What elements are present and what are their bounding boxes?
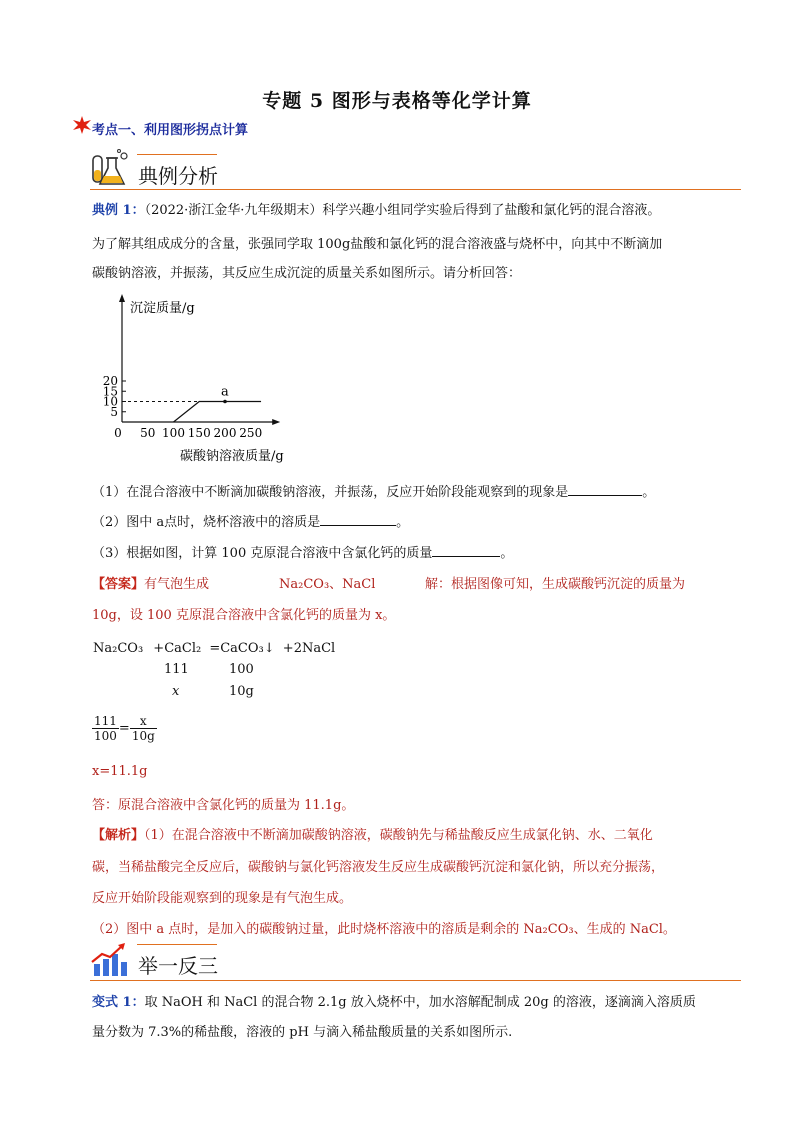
lab-flask-icon xyxy=(90,148,132,188)
kaodian-heading: 考点一、利用图形拐点计算 xyxy=(92,123,249,138)
answer-line-1 xyxy=(92,573,209,592)
x-tick-label: 250 xyxy=(239,426,263,440)
analysis-line-3: 反应开始阶段能观察到的现象是有气泡生成。 xyxy=(92,891,353,906)
x-tick-label: 0 xyxy=(114,426,122,440)
equation-row-3b: 10g xyxy=(229,684,254,699)
equation-row-3a: x xyxy=(172,684,180,699)
analysis-line-4: （2）图中 a 点时，是加入的碳酸钠过量，此时烧杯溶液中的溶质是剩余的 Na₂CO₃、生成的 NaCl。 xyxy=(92,922,676,937)
example-line-3: 碳酸钠溶液，并振荡，其反应生成沉淀的质量关系如图所示。请分析回答： xyxy=(92,266,522,281)
section-underline-2 xyxy=(90,980,741,981)
variant-line-1: 变式 1：取 NaOH 和 NaCl 的混合物 2.1g 放入烧杯中，加水溶解配制成 20g 的溶液，逐滴滴入溶质质 xyxy=(92,995,696,1010)
x-axis-label: 碳酸钠溶液质量/g xyxy=(180,449,284,464)
x-tick-label: 150 xyxy=(187,426,211,440)
answer-2: Na₂CO₃、NaCl xyxy=(279,577,376,592)
y-tick-label: 10 xyxy=(102,394,118,409)
y-axis-label: 沉淀质量/g xyxy=(130,301,195,316)
y-tick-label: 20 xyxy=(102,374,118,388)
section-title-2: 举一反三 xyxy=(138,954,218,978)
conclusion: 答：原混合溶液中含氯化钙的质量为 11.1g。 xyxy=(92,798,355,813)
point-a-label: a xyxy=(221,384,229,400)
x-axis-arrow xyxy=(272,419,280,425)
precipitate-chart xyxy=(100,292,310,472)
analysis-line-1: 【解析】（1）在混合溶液中不断滴加碳酸钠溶液，碳酸钠先与稀盐酸反应生成氯化钠、水、二氧化 xyxy=(92,828,653,843)
answer-label: 【答案】 xyxy=(92,577,145,592)
page-title: 专题 5 图形与表格等化学计算 xyxy=(262,90,532,112)
question-3: （3）根据如图，计算 100 克原混合溶液中含氯化钙的质量 。 xyxy=(92,546,514,561)
example-line-2: 为了解其组成成分的含量，张强同学取 100g盐酸和氯化钙的混合溶液盛与烧杯中，向其中不断滴加 xyxy=(92,237,663,252)
answer-1: 有气泡生成 xyxy=(144,577,210,592)
variant-label: 变式 1： xyxy=(92,995,145,1010)
y-axis-arrow xyxy=(119,294,125,302)
analysis-label: 【解析】 xyxy=(92,828,145,843)
section-top-line-2 xyxy=(137,944,217,945)
x-tick-label: 200 xyxy=(213,426,237,440)
answer-3-line-1: 解：根据图像可知，生成碳酸钙沉淀的质量为 xyxy=(425,577,686,592)
result: x=11.1g xyxy=(92,764,148,779)
y-tick-label: 5 xyxy=(110,404,118,419)
y-tick-label: 15 xyxy=(102,384,118,399)
growth-chart-icon xyxy=(90,942,132,978)
equation-row-2a: 111 xyxy=(164,662,189,677)
section-top-line xyxy=(137,154,217,155)
series-line xyxy=(174,402,262,423)
analysis-line-2: 碳，当稀盐酸完全反应后，碳酸钠与氯化钙溶液发生反应生成碳酸钙沉淀和氯化钠，所以充分振荡， xyxy=(92,860,665,875)
equation-row-2b: 100 xyxy=(229,662,254,677)
x-tick-label: 100 xyxy=(162,426,185,440)
example-line-1: 典例 1：（2022·浙江金华·九年级期末）科学兴趣小组同学实验后得到了盐酸和氯化钙的混合溶液。 xyxy=(92,203,661,218)
question-2: （2）图中 a点时，烧杯溶液中的溶质是 。 xyxy=(92,515,410,530)
section-underline-1 xyxy=(90,189,741,190)
point-a xyxy=(223,400,227,404)
x-tick-label: 50 xyxy=(140,426,156,440)
question-1: （1）在混合溶液中不断滴加碳酸钠溶液，并振荡，反应开始阶段能观察到的现象是 。 xyxy=(92,485,656,500)
section-title-1: 典例分析 xyxy=(138,164,218,188)
example-label: 典例 1： xyxy=(92,203,145,218)
proportion: $\frac{111}{100}$ = $\frac{x}{10g}$ xyxy=(94,714,155,743)
equation-row-1: Na₂CO₃ +CaCl₂ =CaCO₃↓ +2NaCl xyxy=(93,641,336,656)
red-star-icon xyxy=(73,116,91,134)
variant-line-2: 量分数为 7.3%的稀盐酸，溶液的 pH 与滴入稀盐酸质量的关系如图所示. xyxy=(92,1025,513,1040)
answer-3-line-2: 10g，设 100 克原混合溶液中含氯化钙的质量为 x。 xyxy=(92,608,396,623)
